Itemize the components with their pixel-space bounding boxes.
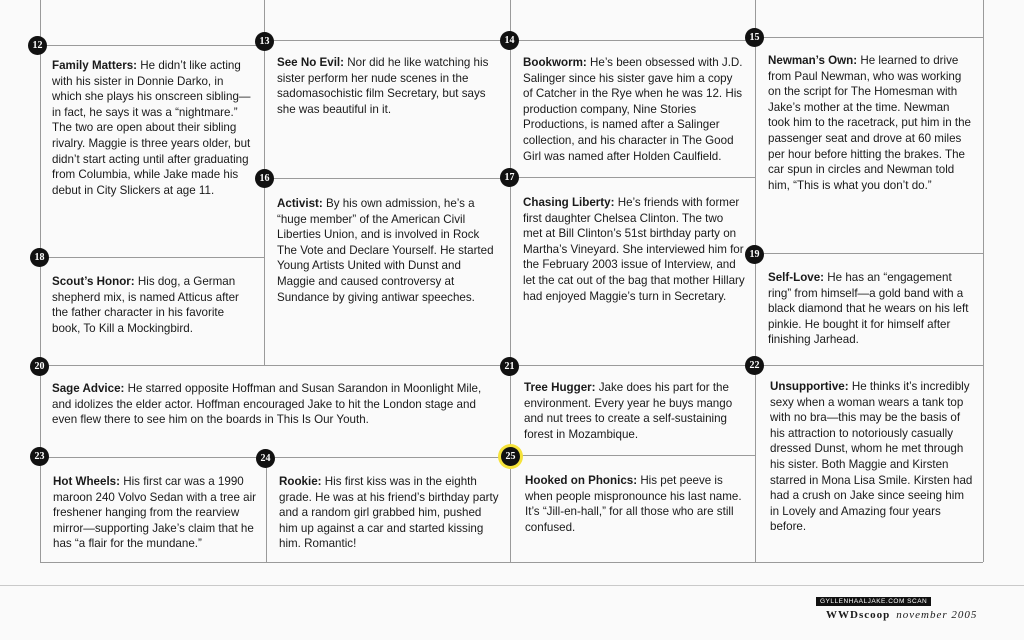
entry-title: Hooked on Phonics:	[525, 474, 638, 487]
grid-line	[40, 562, 983, 563]
entry-14	[523, 55, 745, 164]
entry-number-badge: 16	[255, 169, 274, 188]
entry-title: Sage Advice:	[52, 382, 125, 395]
grid-line	[510, 40, 755, 41]
entry-title: Activist:	[277, 197, 323, 210]
entry-19	[768, 270, 974, 348]
entry-number-badge: 14	[500, 31, 519, 50]
entry-body: By his own admission, he’s a “huge member” of the American Civil Liberties Union, and is involved in Rock The Vote and Declare Yourself. He started Young Artists United with Dunst and Maggie and caused controversy at Sundance by giving antiwar speeches.	[277, 197, 494, 304]
grid-line	[755, 0, 756, 562]
entry-title: Scout’s Honor:	[52, 275, 135, 288]
entry-body: His first kiss was in the eighth grade. He was at his friend’s birthday party and a random girl grabbed him, pushed him up against a car and started kissing him. Romantic!	[279, 475, 499, 551]
entry-title: Rookie:	[279, 475, 322, 488]
grid-line	[40, 0, 41, 562]
entry-body: He didn’t like acting with his sister in Donnie Darko, in which she plays his onscreen sibling—in fact, he says it was a “nightmare.” The two are open about their sibling rivalry. Maggie is three years older, but didn’t start acting until after graduating from Columbia, while Jake made his debut in City Slickers at age 11.	[52, 59, 251, 197]
entry-title: Unsupportive:	[770, 380, 849, 393]
entry-13	[277, 55, 499, 117]
grid-line	[266, 459, 267, 562]
entry-body: He’s been obsessed with J.D. Salinger since his sister gave him a copy of Catcher in the Rye when he was 12. His production company, Nine Stories Productions, is named after a Salinger collection, and his character in The Good Girl was named after Holden Caulfield.	[523, 56, 743, 163]
entry-body: He starred opposite Hoffman and Susan Sarandon in Moonlight Mile, and idolizes the elder actor. Hoffman encouraged Jake to hit the London stage and even flew there to see him on the boards in This Is Our Youth.	[52, 382, 482, 427]
entry-body: Jake does his part for the environment. Every year he buys mango and nut trees to create a self-sustaining forest in Mozambique.	[524, 381, 733, 441]
issue-date: november 2005	[896, 609, 978, 621]
entry-15	[768, 53, 974, 193]
entry-21	[524, 380, 740, 442]
entry-body: Nor did he like watching his sister perform her nude scenes in the sadomasochistic film Secretary, but says she was beautiful in it.	[277, 56, 489, 116]
entry-number-badge: 21	[500, 357, 519, 376]
entry-body: His first car was a 1990 maroon 240 Volvo Sedan with a tree air freshener hanging from the rearview mirror—supporting Jake’s claim that he has “a flair for the mundane.”	[53, 475, 257, 551]
entry-18	[52, 274, 254, 336]
entry-number-badge: 22	[745, 356, 764, 375]
entry-16	[277, 196, 499, 305]
grid-line	[40, 457, 510, 458]
entry-body: He thinks it’s incredibly sexy when a woman wears a tank top with no bra—this may be the basis of his attraction to notoriously casually dressed Dunst, whom he met through his sister. Both Maggie and Kirsten starred in Mona Lisa Smile. Kirsten had had a crush on Jake since seeing him in Lovely and Amazing four years before.	[770, 380, 973, 534]
grid-line	[510, 177, 755, 178]
grid-line	[510, 0, 511, 562]
entry-body: He has an “engagement ring” from himself—a gold band with a black diamond that he wears on his left pinkie. He bought it for himself after finishing Jarhead.	[768, 271, 969, 347]
entry-20	[52, 381, 498, 428]
page-footer	[826, 609, 977, 621]
entry-number-badge: 13	[255, 32, 274, 51]
scan-credit: GYLLENHAALJAKE.COM SCAN	[816, 597, 931, 606]
entry-number-badge: 24	[256, 449, 275, 468]
entry-title: Self-Love:	[768, 271, 825, 284]
entry-title: Hot Wheels:	[53, 475, 120, 488]
magazine-brand: WWDscoop	[826, 609, 891, 621]
entry-number-badge: 25	[501, 447, 520, 466]
grid-line	[264, 40, 510, 41]
entry-title: Chasing Liberty:	[523, 196, 615, 209]
entry-23	[53, 474, 258, 552]
entry-number-badge: 20	[30, 357, 49, 376]
entry-body: His pet peeve is when people mispronounce his last name. It’s “Jill-en-hall,” for all those who are still confused.	[525, 474, 742, 534]
entry-17	[523, 195, 745, 304]
entry-number-badge: 23	[30, 447, 49, 466]
grid-line	[755, 37, 983, 38]
entry-22	[770, 379, 974, 535]
entry-number-badge: 15	[745, 28, 764, 47]
grid-line	[264, 178, 510, 179]
entry-number-badge: 12	[28, 36, 47, 55]
entry-number-badge: 18	[30, 248, 49, 267]
entry-title: See No Evil:	[277, 56, 345, 69]
entry-title: Newman’s Own:	[768, 54, 858, 67]
entry-body: He’s friends with former first daughter Chelsea Clinton. The two met at Bill Clinton’s 51st birthday party on Martha’s Vineyard. She interviewed him for the February 2003 issue of Interview, and let the cat out of the bag that mother Hillary had enjoyed Maggie’s turn in Secretary.	[523, 196, 745, 303]
entry-body: He learned to drive from Paul Newman, who was working on the script for The Homesman with Jake’s mother at the time. Newman took him to the racetrack, put him in the passenger seat and drove at 60 miles per hour before hitting the brakes. The car spun in circles and Newman told him, “This is what you don’t do.”	[768, 54, 971, 192]
entry-title: Tree Hugger:	[524, 381, 596, 394]
grid-line	[40, 45, 265, 46]
entry-title: Bookworm:	[523, 56, 587, 69]
entry-12	[52, 58, 254, 198]
entry-title: Family Matters:	[52, 59, 138, 72]
entry-25	[525, 473, 743, 535]
grid-line	[983, 0, 984, 562]
entry-24	[279, 474, 499, 552]
page-edge-rule	[0, 585, 1024, 586]
grid-line	[510, 455, 755, 456]
entry-number-badge: 19	[745, 245, 764, 264]
grid-line	[40, 257, 265, 258]
grid-line	[755, 253, 983, 254]
entry-number-badge: 17	[500, 168, 519, 187]
entry-body: His dog, a German shepherd mix, is named Atticus after the father character in his favorite book, To Kill a Mockingbird.	[52, 275, 239, 335]
